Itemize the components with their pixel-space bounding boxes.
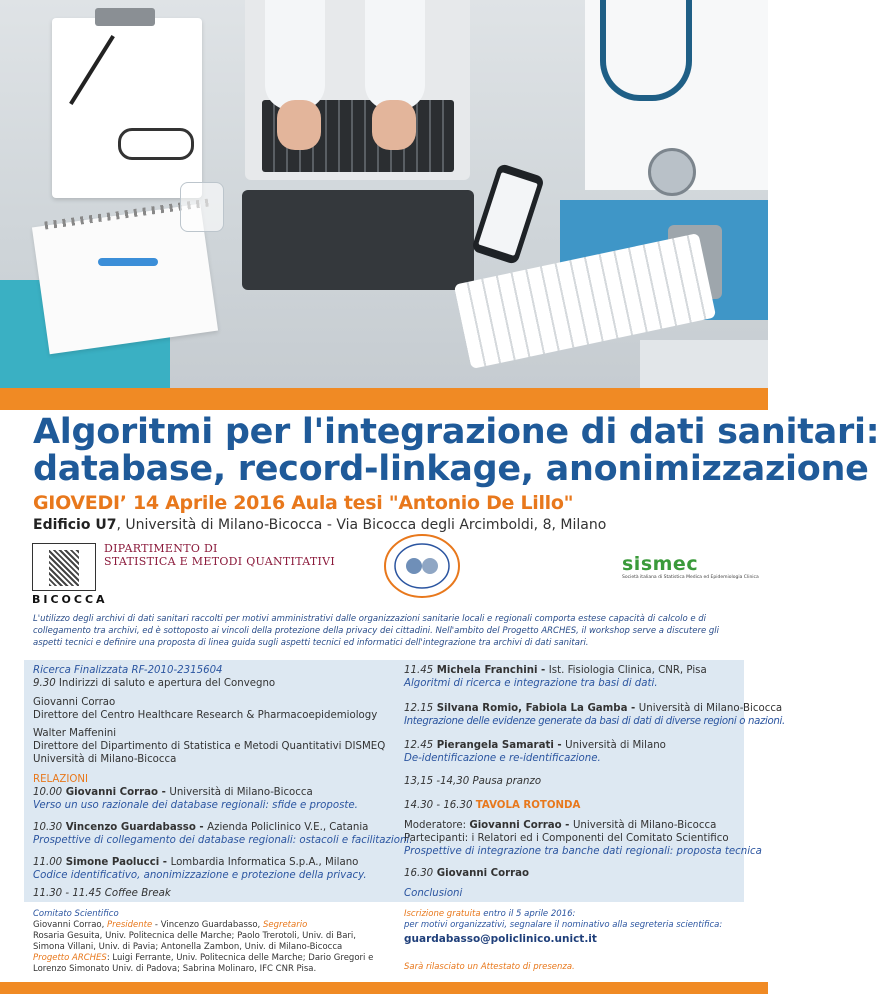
talk-2-title: Prospettive di collegamento dei database regionali: ostacoli e facilitazioni.	[33, 835, 413, 846]
welcome-time: 9.30	[33, 678, 56, 689]
talk-2-header	[33, 821, 368, 834]
committee-project-name: Progetto ARCHES	[33, 953, 107, 963]
hero-photo	[0, 0, 768, 388]
right-hand-illustration	[372, 100, 416, 150]
committee-heading: Comitato Scientifico	[33, 909, 119, 919]
venue-building: Edificio U7	[33, 517, 117, 533]
university-crest-frame	[32, 543, 96, 591]
closing-header	[404, 867, 529, 880]
sismec-name: sismec	[622, 553, 699, 575]
round-table-participants: Partecipanti: i Relatori ed i Componenti del Comitato Scientifico	[404, 833, 729, 844]
talk-6-title: De-identificazione e re-identificazione.	[404, 753, 601, 764]
clipboard-clip-illustration	[95, 8, 155, 26]
closing-time: 16.30	[404, 868, 434, 879]
talk-4-affiliation: Ist. Fisiologia Clinica, CNR, Pisa	[548, 665, 707, 676]
registration-line-1	[404, 909, 759, 920]
speaker-corrao-name: Giovanni Corrao	[33, 697, 116, 708]
registration-email-link[interactable]: guardabasso@policlinico.unict.it	[404, 933, 597, 945]
hospital-seal-logo	[382, 532, 462, 600]
talk-3-title: Codice identificativo, anonimizzazione e protezione della privacy.	[33, 870, 367, 881]
round-table-time: 14.30 - 16.30	[404, 800, 476, 811]
talk-2-affiliation: Azienda Policlinico V.E., Catania	[207, 822, 369, 833]
registration-free-label: Iscrizione gratuita	[404, 909, 481, 919]
stethoscope-chestpiece-illustration	[648, 148, 696, 196]
left-hand-illustration	[277, 100, 321, 150]
left-arm-illustration	[265, 0, 325, 110]
round-table-header	[404, 799, 580, 812]
talk-4-speaker: Michela Franchini -	[433, 665, 549, 676]
scientific-committee	[33, 909, 388, 975]
talk-4-time: 11.45	[404, 665, 434, 676]
speaker-corrao-role: Direttore del Centro Healthcare Research & Pharmacoepidemiology	[33, 710, 378, 721]
talk-1-affiliation: Università di Milano-Bicocca	[169, 787, 313, 798]
speaker-maffenini-role-1: Direttore del Dipartimento di Statistica e Metodi Quantitativi DISMEQ	[33, 741, 386, 752]
talk-6-time: 12.45	[404, 740, 434, 751]
committee-line-3: Simona Villani, Univ. di Pavia; Antonella Zambon, Univ. di Milano-Bicocca	[33, 942, 343, 952]
page-title	[33, 412, 879, 489]
venue-address: , Università di Milano-Bicocca - Via Bicocca degli Arcimboldi, 8, Milano	[116, 517, 607, 533]
closing-speaker: Giovanni Corrao	[433, 868, 530, 879]
talk-3-header	[33, 856, 358, 869]
talk-1-title: Verso un uso razionale dei database regionali: sfide e proposte.	[33, 800, 358, 811]
committee-president-role: Presidente	[107, 920, 153, 930]
seal-emblem-left	[406, 558, 422, 574]
university-crest-icon	[49, 550, 79, 586]
university-wordmark: BICOCCA	[32, 593, 108, 606]
relazioni-heading: RELAZIONI	[33, 774, 89, 785]
water-glass-illustration	[180, 182, 224, 232]
seal-emblem-right	[422, 558, 438, 574]
talk-2-time: 10.30	[33, 822, 63, 833]
committee-secretary-role: Segretario	[262, 920, 308, 930]
committee-line-1	[33, 920, 388, 931]
intro-paragraph: L'utilizzo degli archivi di dati sanitari raccolti per motivi amministrativi dalle organizzazioni sanitarie locali e regionali comporta estese capacità di calcolo e di collegamento tra archivi, ed è sottoposto ai vincoli della protezione della privacy dei cittadini. Nell'ambito del Progetto ARCHES, il workshop serve a discutere gli aspetti tecnici e definire una proposta di linea guida sugli aspetti tecnici ed informatici dell'integrazione tra archivi di dati sanitari.	[33, 614, 720, 648]
speaker-maffenini-name: Walter Maffenini	[33, 728, 117, 739]
talk-4-title: Algoritmi di ricerca e integrazione tra basi di dati.	[404, 678, 658, 689]
round-table-title: Prospettive di integrazione tra banche dati regionali: proposta tecnica	[404, 846, 762, 857]
glasses-illustration	[118, 128, 194, 160]
sismec-logo	[622, 553, 768, 593]
talk-3-time: 11.00	[33, 857, 63, 868]
department-line-2: STATISTICA E METODI QUANTITATIVI	[104, 555, 336, 568]
talk-1-speaker: Giovanni Corrao -	[62, 787, 170, 798]
thermometer-illustration	[98, 258, 158, 266]
title-line-2: database, record-linkage, anonimizzazione	[33, 449, 869, 489]
talk-6-speaker: Pierangela Samarati -	[433, 740, 566, 751]
department-line-1: DIPARTIMENTO DI	[104, 542, 218, 555]
coffee-break: 11.30 - 11.45 Coffee Break	[33, 888, 171, 899]
talk-5-time: 12.15	[404, 703, 434, 714]
lunch-break: 13,15 -14,30 Pausa pranzo	[404, 776, 542, 787]
welcome-session	[33, 677, 275, 690]
grant-code: Ricerca Finalizzata RF-2010-2315604	[33, 665, 223, 676]
talk-5-speaker: Silvana Romio, Fabiola La Gamba -	[433, 703, 639, 714]
orange-divider-band	[0, 388, 768, 410]
round-table-label: TAVOLA ROTONDA	[475, 800, 581, 811]
welcome-text: Indirizzi di saluto e apertura del Convegno	[55, 678, 276, 689]
registration-line-2: per motivi organizzativi, segnalare il nominativo alla segreteria scientifica:	[404, 920, 723, 930]
talk-6-affiliation: Università di Milano	[565, 740, 666, 751]
talk-5-title: Integrazione delle evidenze generate da basi di dati di diverse regioni o nazioni.	[404, 716, 785, 727]
committee-line-5: Lorenzo Simonato Univ. di Padova; Sabrina Molinaro, IFC CNR Pisa.	[33, 964, 317, 974]
talk-6-header	[404, 739, 666, 752]
monitor-illustration	[640, 340, 768, 388]
sismec-subtitle: Società italiana di Statistica Medica ed Epidemiologia Clinica	[622, 575, 759, 580]
bottom-orange-bar	[0, 982, 768, 994]
stethoscope-illustration	[600, 0, 692, 101]
committee-line-2: Rosaria Gesuita, Univ. Politecnica delle Marche; Paolo Trerotoli, Univ. di Bari,	[33, 931, 356, 941]
talk-1-time: 10.00	[33, 787, 63, 798]
title-line-1: Algoritmi per l'integrazione di dati sanitari:	[33, 412, 879, 452]
talk-5-affiliation: Università di Milano-Bicocca	[638, 703, 783, 714]
talk-2-speaker: Vincenzo Guardabasso -	[62, 822, 208, 833]
committee-president-name: Giovanni Corrao,	[33, 920, 108, 930]
committee-line-4	[33, 953, 388, 964]
clipboard-illustration	[52, 18, 202, 198]
speaker-maffenini-role-2: Università di Milano-Bicocca	[33, 754, 177, 765]
talk-1-header	[33, 786, 313, 799]
talk-4-header	[404, 664, 707, 677]
university-logo	[32, 543, 108, 606]
right-arm-illustration	[365, 0, 425, 110]
committee-secretary-name: - Vincenzo Guardabasso,	[152, 920, 263, 930]
conclusions-label: Conclusioni	[404, 888, 463, 899]
laptop-screen-back-illustration	[242, 190, 474, 290]
event-venue	[33, 517, 606, 533]
moderator-label: Moderatore:	[404, 820, 470, 831]
moderator-name: Giovanni Corrao -	[469, 820, 573, 831]
moderator-line	[404, 819, 716, 832]
attendance-certificate-note: Sarà rilasciato un Attestato di presenza.	[404, 962, 575, 972]
registration-info	[404, 909, 759, 973]
talk-5-header	[404, 702, 782, 715]
event-date: GIOVEDI’ 14 Aprile 2016 Aula tesi "Antonio De Lillo"	[33, 492, 574, 514]
registration-deadline: entro il 5 aprile 2016:	[480, 909, 576, 919]
committee-project-members: : Luigi Ferrante, Univ. Politecnica delle Marche; Dario Gregori e	[106, 953, 374, 963]
department-name	[104, 542, 335, 568]
talk-3-affiliation: Lombardia Informatica S.p.A., Milano	[170, 857, 359, 868]
moderator-affiliation: Università di Milano-Bicocca	[572, 820, 717, 831]
talk-3-speaker: Simone Paolucci -	[62, 857, 171, 868]
